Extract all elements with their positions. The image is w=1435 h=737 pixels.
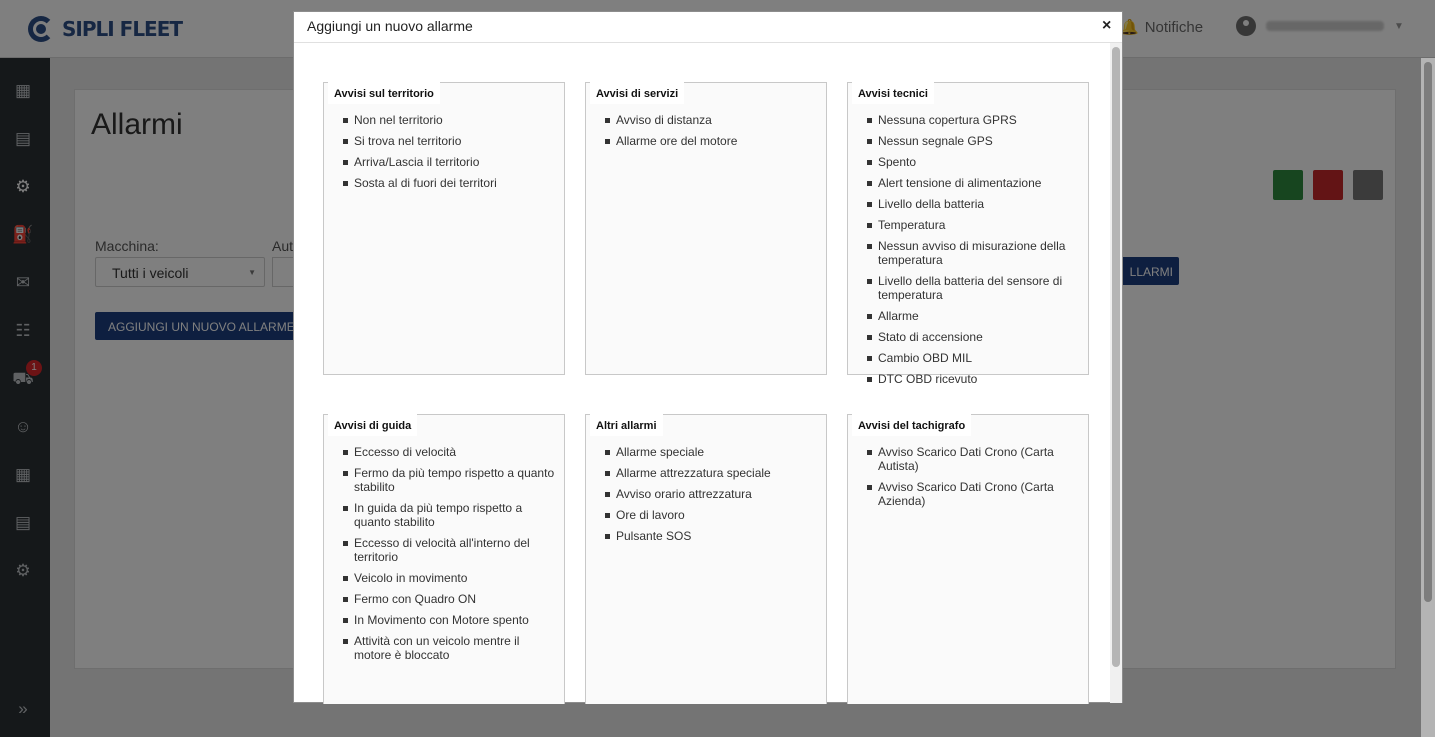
alarm-type-item[interactable]: Cambio OBD MIL xyxy=(862,351,1084,365)
alarm-type-item[interactable]: Fermo da più tempo rispetto a quanto stabilito xyxy=(338,466,560,494)
alarm-list xyxy=(600,445,822,550)
alarm-list xyxy=(600,113,822,155)
alarm-type-item[interactable]: Avviso orario attrezzatura xyxy=(600,487,822,501)
alarm-type-item[interactable]: Eccesso di velocità all'interno del territorio xyxy=(338,536,560,564)
alarm-list xyxy=(862,113,1084,393)
alarm-type-item[interactable]: Allarme ore del motore xyxy=(600,134,822,148)
alarm-type-item[interactable]: Livello della batteria del sensore di temperatura xyxy=(862,274,1084,302)
alarm-type-item[interactable]: Livello della batteria xyxy=(862,197,1084,211)
panel-tachograph-alerts xyxy=(847,414,1089,704)
alarm-type-item[interactable]: Si trova nel territorio xyxy=(338,134,560,148)
close-button[interactable]: × xyxy=(1102,17,1112,34)
alarm-type-item[interactable]: Allarme attrezzatura speciale xyxy=(600,466,822,480)
alarm-type-item[interactable]: Stato di accensione xyxy=(862,330,1084,344)
alarm-list xyxy=(338,445,560,669)
alarm-type-item[interactable]: Nessun avviso di misurazione della temperatura xyxy=(862,239,1084,267)
alarm-type-item[interactable]: Avviso di distanza xyxy=(600,113,822,127)
alarm-type-item[interactable]: In guida da più tempo rispetto a quanto stabilito xyxy=(338,501,560,529)
alarm-type-item[interactable]: Pulsante SOS xyxy=(600,529,822,543)
panel-title: Avvisi del tachigrafo xyxy=(852,414,971,436)
panel-service-alerts xyxy=(585,82,827,375)
alarm-list xyxy=(862,445,1084,515)
alarm-list xyxy=(338,113,560,197)
alarm-type-item[interactable]: Non nel territorio xyxy=(338,113,560,127)
alarm-type-item[interactable]: Spento xyxy=(862,155,1084,169)
panel-other-alarms xyxy=(585,414,827,704)
panel-driving-alerts xyxy=(323,414,565,704)
panel-technical-alerts xyxy=(847,82,1089,386)
panel-title: Altri allarmi xyxy=(590,414,663,436)
modal-title: Aggiungi un nuovo allarme xyxy=(307,18,473,34)
alarm-type-item[interactable]: DTC OBD ricevuto xyxy=(862,372,1084,386)
modal-scrollbar[interactable] xyxy=(1110,43,1122,703)
panel-territory-alerts xyxy=(323,82,565,375)
alarm-type-item[interactable]: Ore di lavoro xyxy=(600,508,822,522)
alarm-type-item[interactable]: Sosta al di fuori dei territori xyxy=(338,176,560,190)
alarm-type-item[interactable]: In Movimento con Motore spento xyxy=(338,613,560,627)
alarm-type-item[interactable]: Allarme speciale xyxy=(600,445,822,459)
alarm-type-item[interactable]: Eccesso di velocità xyxy=(338,445,560,459)
alarm-type-item[interactable]: Attività con un veicolo mentre il motore è bloccato xyxy=(338,634,560,662)
alarm-type-item[interactable]: Allarme xyxy=(862,309,1084,323)
alarm-type-item[interactable]: Temperatura xyxy=(862,218,1084,232)
alarm-type-item[interactable]: Fermo con Quadro ON xyxy=(338,592,560,606)
add-alarm-modal xyxy=(293,11,1123,703)
modal-header xyxy=(294,12,1122,43)
alarm-type-item[interactable]: Alert tensione di alimentazione xyxy=(862,176,1084,190)
panel-title: Avvisi sul territorio xyxy=(328,82,440,104)
panel-title: Avvisi di guida xyxy=(328,414,417,436)
alarm-type-item[interactable]: Veicolo in movimento xyxy=(338,571,560,585)
alarm-type-item[interactable]: Arriva/Lascia il territorio xyxy=(338,155,560,169)
alarm-type-item[interactable]: Avviso Scarico Dati Crono (Carta Autista) xyxy=(862,445,1084,473)
page-scrollbar[interactable] xyxy=(1421,58,1435,737)
panel-title: Avvisi di servizi xyxy=(590,82,684,104)
panel-title: Avvisi tecnici xyxy=(852,82,934,104)
alarm-type-item[interactable]: Nessun segnale GPS xyxy=(862,134,1084,148)
alarm-type-item[interactable]: Avviso Scarico Dati Crono (Carta Azienda) xyxy=(862,480,1084,508)
alarm-type-item[interactable]: Nessuna copertura GPRS xyxy=(862,113,1084,127)
